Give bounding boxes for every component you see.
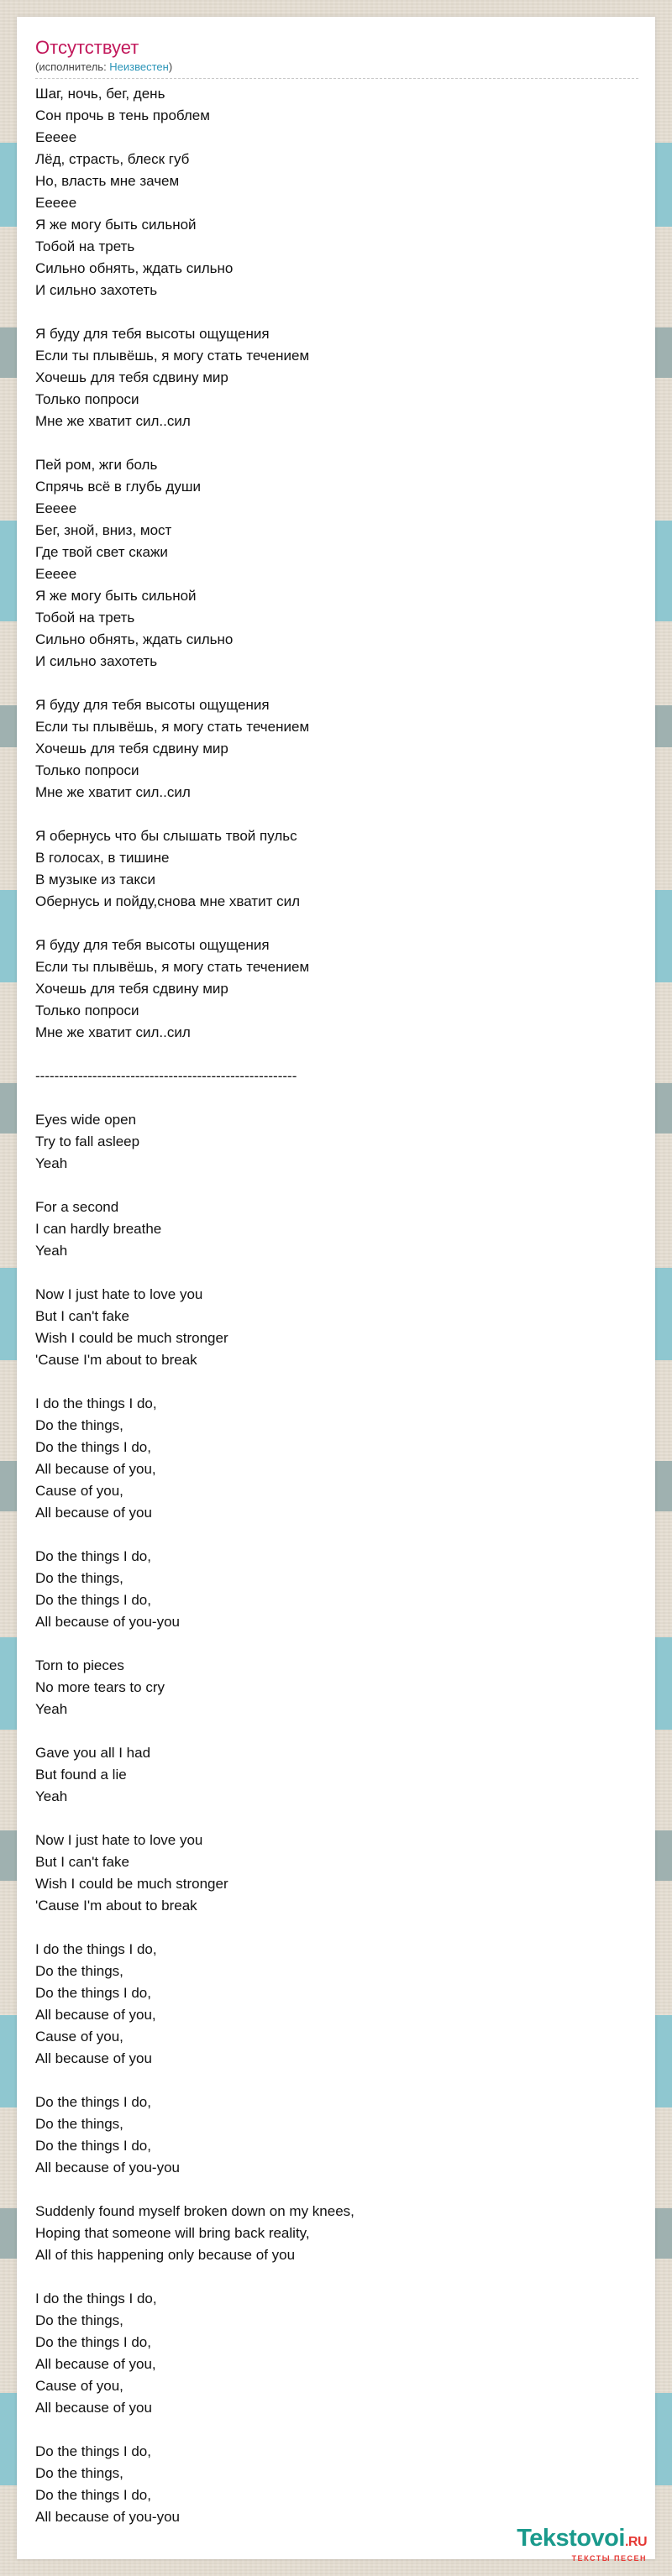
lyric-line: Еееее [35,129,77,145]
lyric-line: Torn to pieces [35,1657,124,1673]
lyric-line: Хочешь для тебя сдвину мир [35,981,228,997]
header-divider [35,78,638,79]
lyric-line: Если ты плывёшь, я могу стать течением [35,959,310,975]
lyric-line: Now I just hate to love you [35,1832,203,1848]
blank-line [35,2266,638,2288]
lyric-line: Wish I could be much stronger [35,1330,228,1346]
artist-line [35,60,638,75]
lyric-line: Yeah [35,1243,68,1259]
lyric-line: Suddenly found myself broken down on my knees, [35,2203,354,2219]
lyric-line: Бег, зной, вниз, мост [35,522,172,538]
lyric-line: 'Cause I'm about to break [35,1352,197,1368]
lyric-line: Если ты плывёшь, я могу стать течением [35,719,310,735]
lyric-line: But I can't fake [35,1854,129,1870]
lyrics-card [17,17,655,2559]
lyric-line: ------------------------------------------------------- [35,1068,297,1084]
artist-prefix: (исполнитель: [35,60,110,73]
artist-suffix: ) [168,60,173,73]
lyric-line: Еееее [35,566,77,582]
blank-line [35,1262,638,1284]
blank-line [35,2179,638,2201]
lyric-line: Do the things I do, [35,2334,151,2350]
lyric-line: Do the things, [35,2465,123,2481]
lyric-line: All because of you [35,1505,152,1521]
logo-tld: .RU [624,2535,647,2549]
lyric-line: Do the things I do, [35,2094,151,2110]
lyric-line: Do the things, [35,2312,123,2328]
lyric-line: No more tears to cry [35,1679,165,1695]
lyric-line: All because of you-you [35,1614,180,1630]
lyric-line: Cause of you, [35,2378,123,2394]
blank-line [35,1175,638,1196]
lyric-line: Где твой свет скажи [35,544,168,560]
lyric-line: Еееее [35,500,77,516]
blank-line [35,1917,638,1939]
lyric-line: Тобой на треть [35,610,135,626]
blank-line [35,432,638,454]
lyric-line: Если ты плывёшь, я могу стать течением [35,348,310,364]
lyric-line: I do the things I do, [35,2291,157,2306]
lyric-line: Только попроси [35,1003,139,1018]
lyric-line: All because of you, [35,2356,156,2372]
lyric-line: Do the things I do, [35,2138,151,2154]
lyrics-text [35,83,638,2528]
lyric-line: All because of you-you [35,2160,180,2175]
lyric-line: Я обернусь что бы слышать твой пульс [35,828,297,844]
lyric-line: Хочешь для тебя сдвину мир [35,741,228,757]
lyric-line: Но, власть мне зачем [35,173,180,189]
lyric-line: Do the things, [35,1417,123,1433]
lyric-line: Wish I could be much stronger [35,1876,228,1892]
lyric-line: All because of you-you [35,2509,180,2525]
site-logo[interactable] [517,2526,647,2563]
blank-line [35,1524,638,1546]
lyric-line: Я же могу быть сильной [35,588,197,604]
lyric-line: Yeah [35,1701,68,1717]
lyric-line: Пей ром, жги боль [35,457,158,473]
blank-line [35,1371,638,1393]
lyric-line: All because of you [35,2050,152,2066]
logo-name: Tekstovoi [517,2525,625,2552]
lyric-line: Do the things I do, [35,1439,151,1455]
blank-line [35,2419,638,2441]
artist-link[interactable]: Неизвестен [109,60,169,73]
lyric-line: Мне же хватит сил..сил [35,784,191,800]
blank-line [35,1044,638,1065]
lyric-line: All because of you [35,2400,152,2416]
blank-line [35,301,638,323]
logo-tagline: ТЕКСТЫ ПЕСЕН [571,2554,647,2563]
lyric-line: Мне же хватит сил..сил [35,413,191,429]
lyric-line: All because of you, [35,1461,156,1477]
lyric-line: Try to fall asleep [35,1134,140,1149]
logo-wordmark [517,2526,647,2555]
lyric-line: But found a lie [35,1767,127,1783]
lyric-line: Я буду для тебя высоты ощущения [35,326,270,342]
lyric-line: Do the things, [35,2116,123,2132]
lyric-line: Do the things I do, [35,1592,151,1608]
lyric-line: Хочешь для тебя сдвину мир [35,369,228,385]
lyric-line: 'Cause I'm about to break [35,1898,197,1914]
lyric-line: Do the things I do, [35,2487,151,2503]
lyric-line: Только попроси [35,391,139,407]
lyric-line: Лёд, страсть, блеск губ [35,151,190,167]
lyric-line: Do the things I do, [35,1548,151,1564]
lyric-line: I can hardly breathe [35,1221,162,1237]
blank-line [35,2070,638,2092]
lyric-line: И сильно захотеть [35,653,158,669]
lyric-line: Do the things, [35,1570,123,1586]
lyric-line: Спрячь всё в глубь души [35,479,201,495]
lyric-line: Тобой на треть [35,238,135,254]
lyric-line: В музыке из такси [35,872,155,887]
lyric-line: Сильно обнять, ждать сильно [35,260,234,276]
lyric-line: Do the things, [35,1963,123,1979]
lyric-line: И сильно захотеть [35,282,158,298]
blank-line [35,804,638,825]
lyric-line: I do the things I do, [35,1941,157,1957]
blank-line [35,1633,638,1655]
blank-line [35,673,638,694]
lyric-line: Cause of you, [35,1483,123,1499]
lyric-line: Мне же хватит сил..сил [35,1024,191,1040]
song-title: Отсутствует [35,37,139,58]
lyric-line: Yeah [35,1788,68,1804]
lyric-line: For a second [35,1199,119,1215]
lyric-line: Еееее [35,195,77,211]
blank-line [35,1720,638,1742]
lyric-line: Eyes wide open [35,1112,137,1128]
lyric-line: В голосах, в тишине [35,850,170,866]
lyric-line: Я буду для тебя высоты ощущения [35,937,270,953]
lyric-line: I do the things I do, [35,1395,157,1411]
blank-line [35,913,638,935]
lyric-line: Я же могу быть сильной [35,217,197,233]
lyric-line: Hoping that someone will bring back reality, [35,2225,310,2241]
lyric-line: All because of you, [35,2007,156,2023]
lyric-line: Yeah [35,1155,68,1171]
lyric-line: Обернусь и пойду,снова мне хватит сил [35,893,301,909]
lyric-line: Do the things I do, [35,2443,151,2459]
lyric-line: Я буду для тебя высоты ощущения [35,697,270,713]
blank-line [35,1087,638,1109]
lyric-line: Шаг, ночь, бег, день [35,86,165,102]
lyric-line: Now I just hate to love you [35,1286,203,1302]
lyric-line: Сильно обнять, ждать сильно [35,631,234,647]
blank-line [35,1808,638,1830]
lyric-line: But I can't fake [35,1308,129,1324]
lyric-line: Cause of you, [35,2029,123,2045]
lyric-line: Только попроси [35,762,139,778]
lyric-line: Сон прочь в тень проблем [35,107,210,123]
lyric-line: Do the things I do, [35,1985,151,2001]
lyric-line: All of this happening only because of you [35,2247,296,2263]
lyric-line: Gave you all I had [35,1745,151,1761]
